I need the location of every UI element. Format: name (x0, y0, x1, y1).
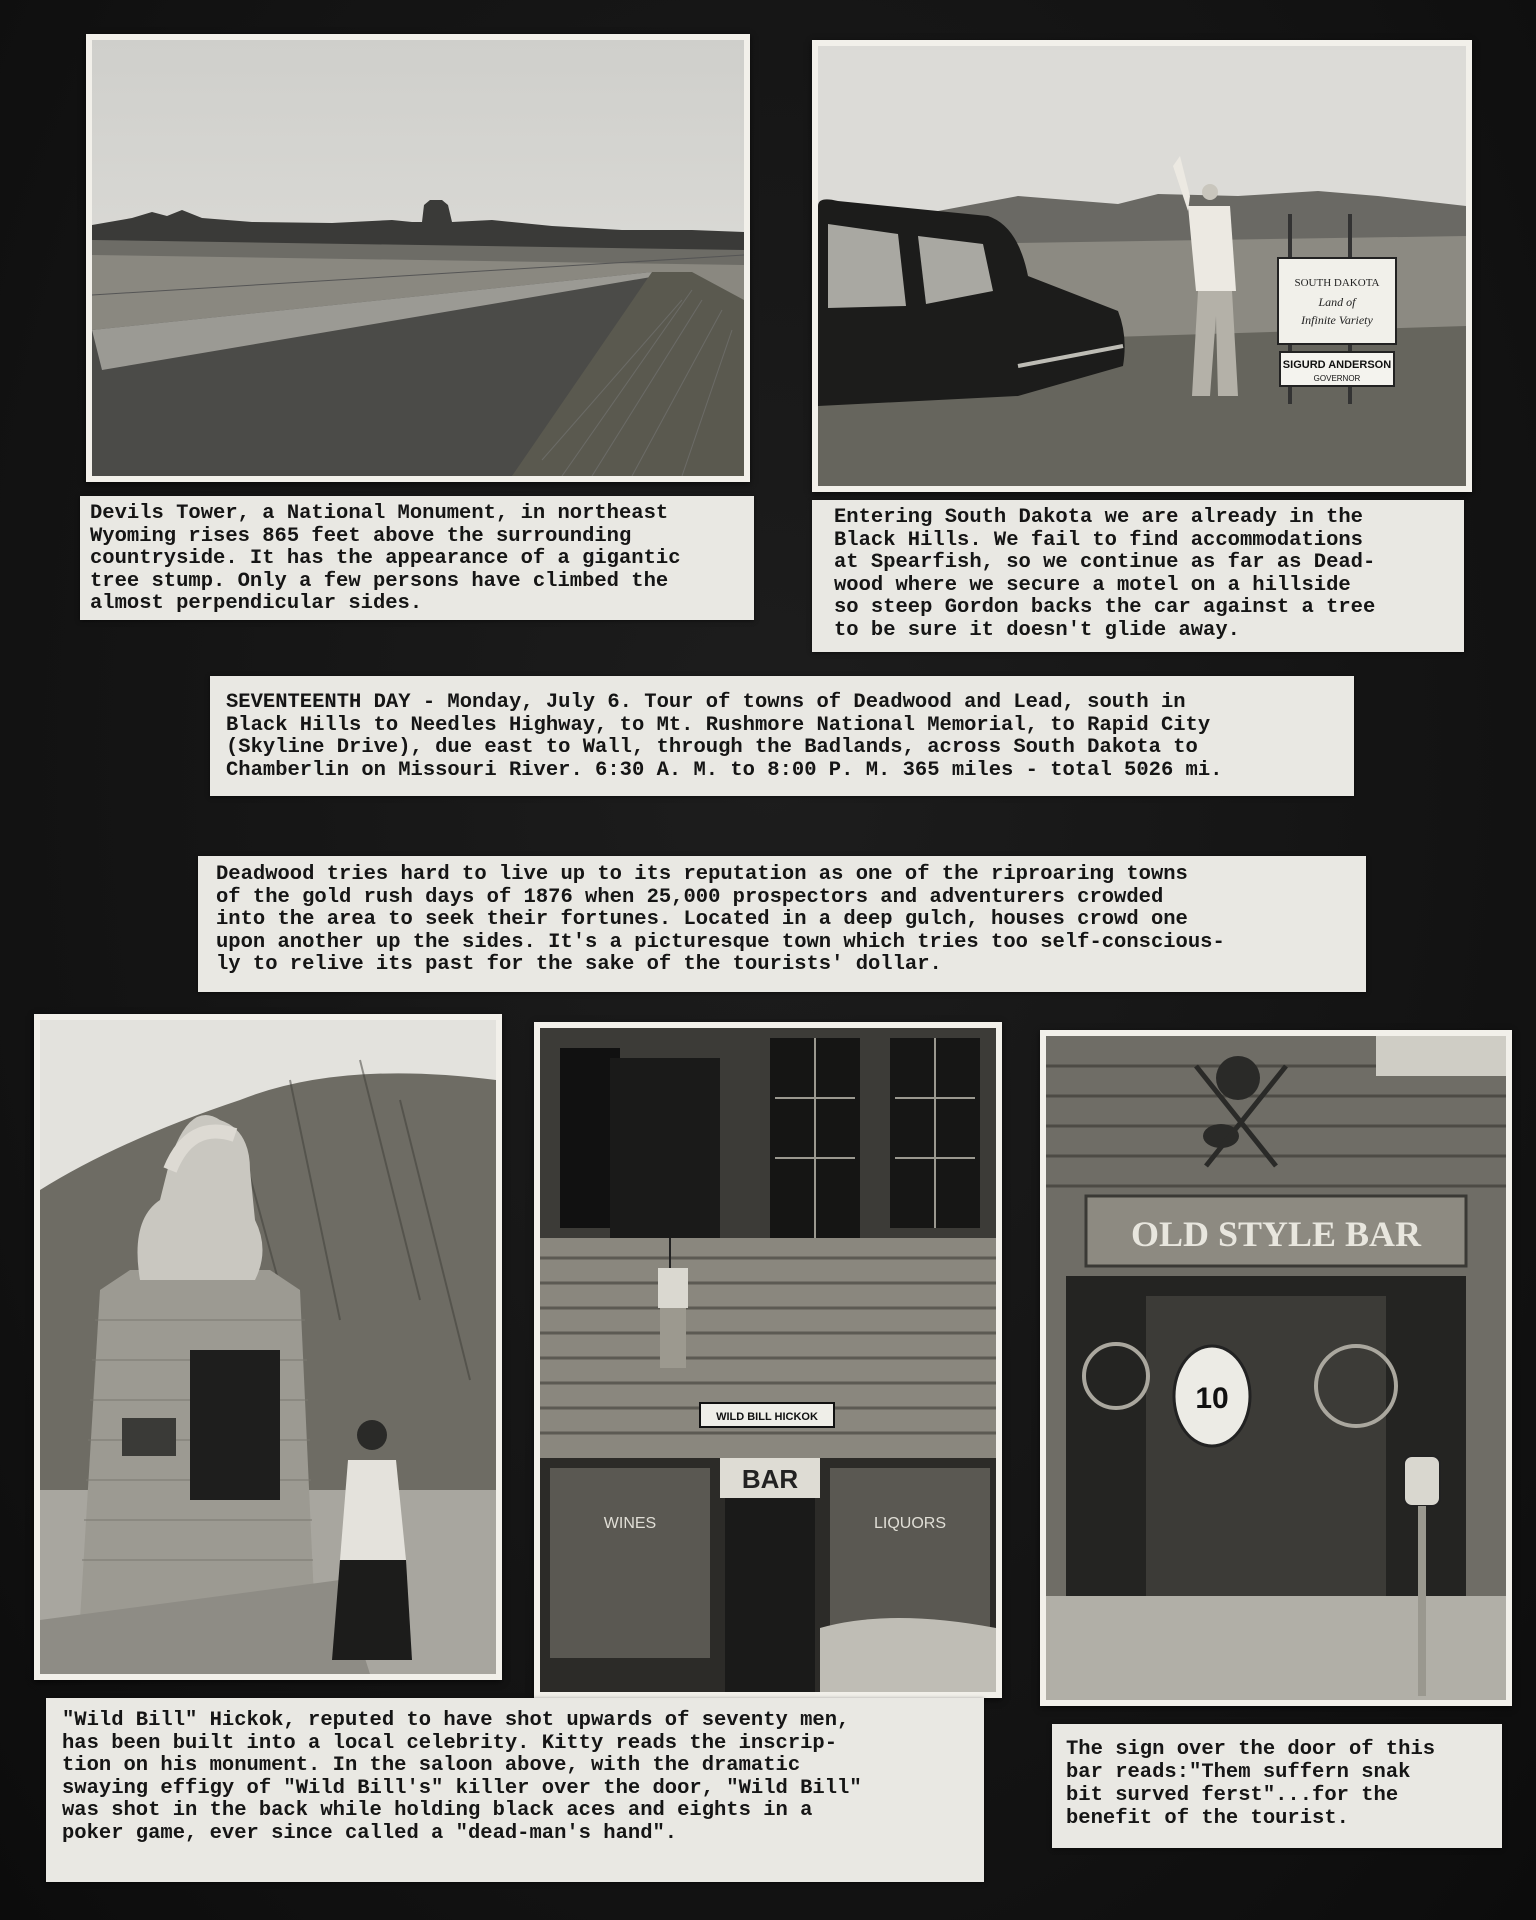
deadwood-caption (198, 856, 1366, 992)
sign-slogan-2: Infinite Variety (1301, 313, 1373, 327)
caption-line: of the gold rush days of 1876 when 25,000 prospectors and adventurers crowded (216, 885, 1164, 909)
caption-line: The sign over the door of this (1066, 1738, 1436, 1761)
devils-tower-photo (86, 34, 750, 482)
sign-state: SOUTH DAKOTA (1294, 277, 1380, 289)
caption-line: bar reads:"Them suffern snak (1066, 1761, 1411, 1784)
caption-line: upon another up the sides. It's a picturesque town which tries too self-conscious- (216, 930, 1225, 954)
caption-line: Black Hills. We fail to find accommodations (834, 528, 1363, 552)
wild-bill-caption (46, 1698, 984, 1882)
old-style-bar-photo (1040, 1030, 1512, 1706)
sign-governor-name: SIGURD ANDERSON (1282, 359, 1392, 371)
caption-line: into the area to seek their fortunes. Located in a deep gulch, houses crowd one (216, 908, 1188, 931)
caption-line: at Spearfish, so we continue as far as Dead- (834, 551, 1376, 574)
caption-line: Entering South Dakota we are already in the (834, 506, 1363, 529)
caption-line: almost perpendicular sides. (90, 592, 423, 615)
hickok-monument-photo (34, 1014, 502, 1680)
caption-line: was shot in the back while holding black aces and eights in a (62, 1799, 813, 1822)
caption-line: to be sure it doesn't glide away. (834, 618, 1240, 642)
caption-line: tree stump. Only a few persons have climbed the (90, 569, 669, 593)
caption-line: SEVENTEENTH DAY - Monday, July 6. Tour of towns of Deadwood and Lead, south in (226, 691, 1186, 714)
south-dakota-caption (812, 500, 1464, 652)
seventeenth-day-caption (210, 676, 1354, 796)
caption-line: wood where we secure a motel on a hillside (834, 573, 1351, 597)
caption-line: so steep Gordon backs the car against a tree (834, 596, 1376, 619)
caption-line: swaying effigy of "Wild Bill's" killer over the door, "Wild Bill" (62, 1776, 862, 1800)
caption-line: countryside. It has the appearance of a gigantic (90, 547, 681, 570)
saloon-wines: WINES (603, 1515, 657, 1532)
caption-line: tion on his monument. In the saloon above, with the dramatic (62, 1754, 801, 1777)
caption-line: (Skyline Drive), due east to Wall, through the Badlands, across South Dakota to (226, 736, 1198, 759)
caption-line: Deadwood tries hard to live up to its reputation as one of the riproaring towns (216, 863, 1188, 886)
caption-line: ly to relive its past for the sake of the tourists' dollar. (216, 953, 942, 976)
devils-tower-caption (80, 496, 754, 620)
sign-slogan-1: Land of (1318, 295, 1356, 309)
south-dakota-photo (812, 40, 1472, 492)
caption-line: Black Hills to Needles Highway, to Mt. Rushmore National Memorial, to Rapid City (226, 713, 1211, 737)
bar-number-sign: 10 (1195, 1382, 1229, 1415)
saloon-photo (534, 1022, 1002, 1698)
caption-line: has been built into a local celebrity. Kitty reads the inscrip- (62, 1731, 838, 1755)
sign-governor-title: GOVERNOR (1313, 374, 1361, 383)
old-style-bar-sign: OLD STYLE BAR (1130, 1214, 1422, 1254)
saloon-bar-sign: BAR (741, 1464, 799, 1494)
caption-line: Devils Tower, a National Monument, in northeast (90, 502, 669, 525)
caption-line: "Wild Bill" Hickok, reputed to have shot upwards of seventy men, (62, 1709, 850, 1732)
caption-line: benefit of the tourist. (1066, 1807, 1349, 1830)
caption-line: Wyoming rises 865 feet above the surrounding (90, 524, 632, 548)
caption-line: poker game, ever since called a "dead-man's hand". (62, 1821, 678, 1845)
caption-line: Chamberlin on Missouri River. 6:30 A. M. to 8:00 P. M. 365 miles - total 5026 mi. (226, 758, 1223, 782)
saloon-liquors: LIQUORS (873, 1515, 947, 1532)
caption-line: bit surved ferst"...for the (1066, 1784, 1399, 1807)
old-style-bar-caption (1052, 1724, 1502, 1848)
saloon-hickok-sign: WILD BILL HICKOK (716, 1411, 818, 1423)
